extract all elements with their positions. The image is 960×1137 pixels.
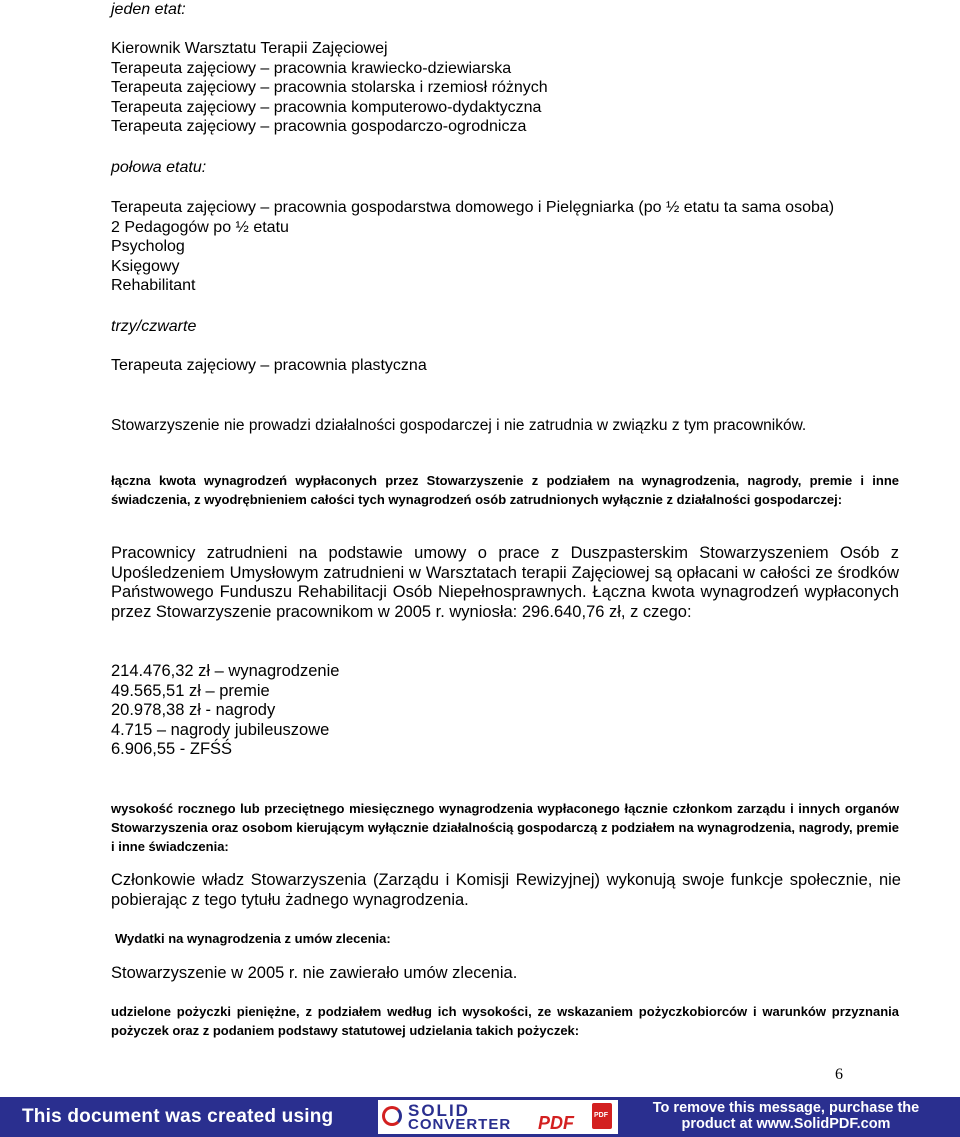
salary-breakdown-list [111,662,901,760]
no-business-paragraph: Stowarzyszenie nie prowadzi działalności gospodarczej i nie zatrudnia w związku z tym pracowników. [111,417,807,434]
solid-converter-logo[interactable] [378,1100,618,1134]
half-time-heading: połowa etatu: [111,159,207,176]
logo-word-solid: SOLID [408,1101,470,1120]
list-item: Psycholog [111,238,185,255]
list-item: Terapeuta zajęciowy – pracownia gospodarczo-ogrodnicza [111,118,527,135]
total-salaries-heading: łączna kwota wynagrodzeń wypłaconych przez Stowarzyszenie z podziałem na wynagrodzenia, nagrody, premie i inne świadczenia, z wyodrębnieniem całości tych wynagrodzeń osób zatrudnionych wyłącznie z działalności gospodarczej: [111,473,899,507]
employees-paragraph: Pracownicy zatrudnieni na podstawie umowy o prace z Duszpasterskim Stowarzyszeniem Osób z Upośledzeniem Umysłowym zatrudnieni w Warsztatach terapii Zajęciowej są opłacani w całości ze środków Państwowego Funduszu Rehabilitacji Osób Niepełnosprawnych. Łączna kwota wynagrodzeń wypłaconych przez Stowarzyszenie pracownikom w 2005 r. wyniosła: 296.640,76 zł, z czego: [111,544,899,621]
purchase-message-line1: To remove this message, purchase the [652,1100,920,1116]
contracts-heading: Wydatki na wynagrodzenia z umów zlecenia: [115,931,391,946]
board-salary-heading: wysokość rocznego lub przeciętnego miesięcznego wynagrodzenia wypłaconego łącznie członkom zarządu i innych organów Stowarzyszenia oraz osobom kierującym wyłącznie działalnością gospodarczą z podziałem na wynagrodzenia, nagrody, premie i inne świadczenia: [111,801,899,854]
contracts-paragraph: Stowarzyszenie w 2005 r. nie zawierało umów zlecenia. [111,964,518,982]
logo-word-pdf: PDF [538,1113,574,1133]
list-item: Terapeuta zajęciowy – pracownia gospodarstwa domowego i Pielęgniarka (po ½ etatu ta sama osoba) [111,199,835,216]
solid-converter-banner[interactable] [0,1097,960,1137]
list-item: 214.476,32 zł – wynagrodzenie [111,662,340,680]
list-item: Rehabilitant [111,277,196,294]
banner-left-text: This document was created using [22,1106,334,1127]
list-item: Terapeuta zajęciowy – pracownia stolarska i rzemiosł różnych [111,79,548,96]
list-item: 6.906,55 - ZFŚŚ [111,740,233,758]
board-paragraph: Członkowie władz Stowarzyszenia (Zarządu i Komisji Rewizyjnej) wykonują swoje funkcje społecznie, nie pobierając z tego tytułu żadnego wynagrodzenia. [111,871,901,909]
swirl-logo-icon [382,1106,402,1126]
half-time-list [111,198,901,296]
purchase-message[interactable] [626,1100,946,1132]
three-quarter-list [111,356,901,376]
full-time-heading: jeden etat: [111,1,186,18]
loans-heading: udzielone pożyczki pieniężne, z podziałem według ich wysokości, ze wskazaniem pożyczkobiorców i warunków przyznania pożyczek oraz z podaniem podstawy statutowej udzielania takich pożyczek: [111,1004,899,1038]
three-quarter-heading: trzy/czwarte [111,318,197,335]
list-item: Terapeuta zajęciowy – pracownia krawiecko-dziewiarska [111,59,512,77]
page-number: 6 [835,1066,843,1083]
list-item: 4.715 – nagrody jubileuszowe [111,720,330,739]
list-item: Terapeuta zajęciowy – pracownia komputerowo-dydaktyczna [111,98,542,116]
purchase-message-line2: product at www.SolidPDF.com [681,1116,891,1132]
list-item: Kierownik Warsztatu Terapii Zajęciowej [111,40,388,57]
logo-word-converter: CONVERTER [408,1116,512,1133]
list-item: 20.978,38 zł - nagrody [111,701,276,719]
list-item: 2 Pedagogów po ½ etatu [111,218,289,236]
list-item: Księgowy [111,257,180,275]
list-item: Terapeuta zajęciowy – pracownia plastyczna [111,357,427,374]
list-item: 49.565,51 zł – premie [111,681,270,700]
full-time-list [111,39,901,137]
pdf-document-icon: PDF [592,1103,612,1129]
